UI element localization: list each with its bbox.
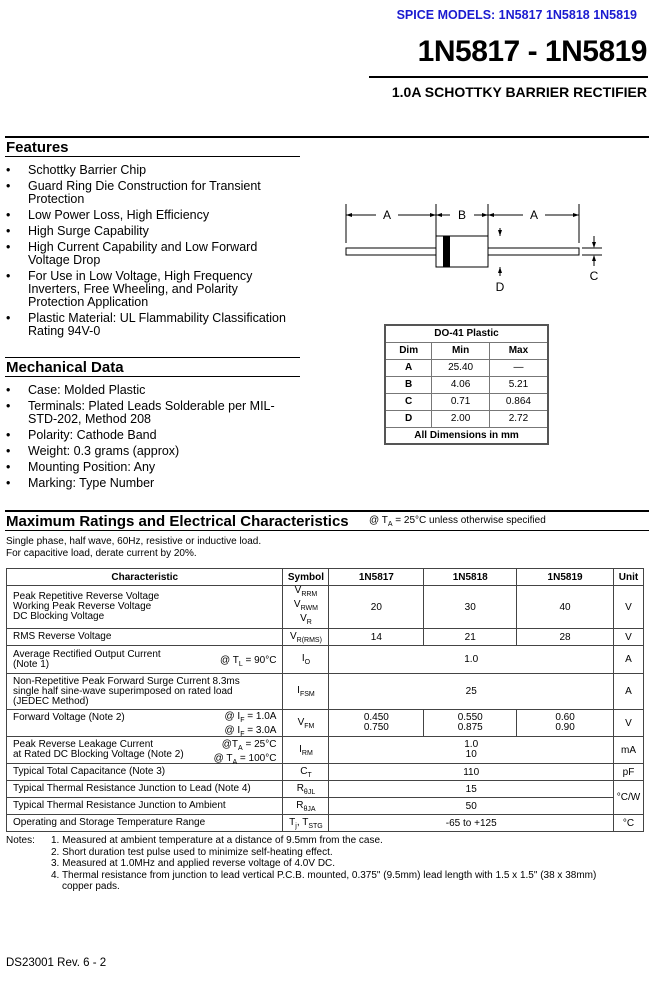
cond-text: = 25°C <box>242 739 277 750</box>
symbol-sub: θJA <box>303 805 316 813</box>
table-row <box>7 737 644 764</box>
cond-text: @ T <box>213 753 233 764</box>
dimension-table-title: DO-41 Plastic <box>385 325 548 342</box>
dim-cell: 0.864 <box>489 393 548 410</box>
char-line: Working Peak Reverse Voltage <box>13 601 152 612</box>
value: 10 <box>465 749 477 760</box>
symbol-cell <box>283 710 329 737</box>
symbol-cell <box>283 586 329 629</box>
mechanical-heading: Mechanical Data <box>6 359 124 376</box>
symbol-sub: FSM <box>299 691 315 698</box>
symbol: V <box>294 585 302 596</box>
cond-text: @T <box>221 739 239 750</box>
char-line: single half sine-wave superimposed on rated load <box>13 685 233 697</box>
spice-models-link[interactable]: SPICE MODELS: 1N5817 1N5818 1N5819 <box>396 8 637 22</box>
cond-text: = 3.0A <box>244 725 277 736</box>
notes-label: Notes: <box>6 835 35 846</box>
symbol-cell <box>283 737 329 764</box>
symbol-sub: RM <box>301 749 313 757</box>
unit-cell: °C <box>613 815 643 832</box>
dim-cell: D <box>385 410 432 427</box>
ratings-intro-line: For capacitive load, derate current by 20%. <box>6 548 197 559</box>
dim-cell: 0.71 <box>432 393 490 410</box>
symbol-cell <box>283 815 329 832</box>
table-row <box>7 586 644 629</box>
symbol-sub: T <box>307 771 312 779</box>
feature-item: • Low Power Loss, High Efficiency <box>6 209 291 222</box>
feature-item: • Schottky Barrier Chip <box>6 164 291 177</box>
characteristic-cell <box>7 674 283 710</box>
unit-cell: mA <box>613 737 643 764</box>
ratings-intro-line: Single phase, half wave, 60Hz, resistive or inductive load. <box>6 536 262 547</box>
cond-sub: F <box>240 717 245 724</box>
table-row <box>7 764 644 781</box>
characteristic-cell <box>7 646 283 674</box>
unit-cell: pF <box>613 764 643 781</box>
characteristic-cell: Typical Thermal Resistance Junction to Lead (Note 4) <box>7 781 283 798</box>
table-row <box>7 629 644 646</box>
characteristic-cell <box>7 710 283 737</box>
symbol: I <box>297 685 300 696</box>
features-top-rule <box>5 136 649 138</box>
characteristic-cell: Operating and Storage Temperature Range <box>7 815 283 832</box>
symbol: I <box>299 743 302 755</box>
ratings-table <box>6 568 644 832</box>
value-cell: 20 <box>329 586 424 629</box>
ratings-condition <box>369 515 546 528</box>
symbol-sub: R(RMS) <box>296 636 322 644</box>
dim-cell: 25.40 <box>432 359 490 376</box>
features-underline <box>5 156 300 157</box>
symbol-cell <box>283 798 329 815</box>
symbol-sub: j <box>295 822 297 830</box>
symbol: V <box>293 599 301 610</box>
dimension-table <box>384 324 549 445</box>
symbol-sub: θJL <box>303 788 316 796</box>
value-cell <box>517 710 614 737</box>
cond-sub: F <box>240 731 245 738</box>
feature-item: • High Current Capability and Low Forward Voltage Drop <box>6 241 291 267</box>
symbol-sub: RWM <box>300 605 318 612</box>
dim-header: Dim <box>385 342 432 359</box>
ratings-header: 1N5819 <box>517 569 614 586</box>
symbol-cell <box>283 646 329 674</box>
condition-rest: = 25°C unless otherwise specified <box>392 515 546 526</box>
mechanical-item: • Terminals: Plated Leads Solderable per MIL-STD-202, Method 208 <box>6 400 291 426</box>
table-row <box>7 798 644 815</box>
cond-text: = 90°C <box>242 655 277 666</box>
char-line: Peak Reverse Leakage Current <box>13 739 154 750</box>
note-item: copper pads. <box>62 881 120 892</box>
symbol-sub: R <box>306 619 312 626</box>
symbol: V <box>289 630 297 642</box>
unit-cell: A <box>613 674 643 710</box>
value: 0.750 <box>363 722 389 733</box>
symbol: I <box>301 653 305 664</box>
value-cell: 14 <box>329 629 424 646</box>
ratings-heading: Maximum Ratings and Electrical Characteristics <box>6 513 349 530</box>
char-line: Peak Repetitive Reverse Voltage <box>13 591 160 602</box>
cond-text: = 100°C <box>237 753 277 764</box>
note-item: 3. Measured at 1.0MHz and applied reverse voltage of 4.0V DC. <box>51 858 336 869</box>
note-item: 1. Measured at ambient temperature at a distance of 9.5mm from the case. <box>51 835 383 846</box>
unit-cell: V <box>613 586 643 629</box>
value-cell: -65 to +125 <box>329 815 614 832</box>
symbol-cell <box>283 674 329 710</box>
symbol: V <box>297 716 305 728</box>
symbol: R <box>296 782 304 794</box>
feature-item: • Plastic Material: UL Flammability Classification Rating 94V-0 <box>6 312 291 338</box>
cond-text: @ I <box>224 725 241 736</box>
symbol: R <box>296 799 304 811</box>
symbol-sub: FM <box>304 722 315 730</box>
ratings-header: 1N5818 <box>424 569 517 586</box>
condition-sub: A <box>387 521 393 528</box>
cond-sub: L <box>238 661 243 668</box>
dim-label-d: D <box>495 280 505 294</box>
dim-label-a2: A <box>529 208 539 222</box>
dimension-table-footer: All Dimensions in mm <box>385 427 548 444</box>
mechanical-item: • Case: Molded Plastic <box>6 384 291 397</box>
dim-cell: 2.72 <box>489 410 548 427</box>
cond-sub: A <box>238 745 243 752</box>
product-subtitle: 1.0A SCHOTTKY BARRIER RECTIFIER <box>391 84 647 100</box>
feature-item: • Guard Ring Die Construction for Transient Protection <box>6 180 291 206</box>
dim-header: Min <box>432 342 490 359</box>
char-line: Forward Voltage (Note 2) <box>13 712 125 723</box>
ratings-underline <box>5 530 649 531</box>
symbol-sub: O <box>304 659 311 666</box>
table-row <box>7 646 644 674</box>
unit-cell: °C/W <box>613 781 643 815</box>
value: 1.0 <box>464 739 479 750</box>
dim-cell: 2.00 <box>432 410 490 427</box>
characteristic-cell: Typical Total Capacitance (Note 3) <box>7 764 283 781</box>
unit-cell: A <box>613 646 643 674</box>
mechanical-item: • Polarity: Cathode Band <box>6 429 291 442</box>
condition <box>220 656 277 670</box>
cond-text: @ I <box>224 711 241 722</box>
table-row <box>7 674 644 710</box>
note-item: 2. Short duration test pulse used to minimize self-heating effect. <box>51 846 333 858</box>
symbol-sub: RRM <box>301 591 318 598</box>
symbol-cell <box>283 764 329 781</box>
dim-cell: B <box>385 376 432 393</box>
value-cell: 110 <box>329 764 614 781</box>
notes-list <box>51 835 651 893</box>
dim-cell: A <box>385 359 432 376</box>
value: 0.550 <box>457 712 483 723</box>
char-line: Average Rectified Output Current <box>13 648 161 660</box>
value-cell <box>329 737 614 764</box>
dim-cell: 4.06 <box>432 376 490 393</box>
value-cell: 1.0 <box>329 646 614 674</box>
symbol-cell <box>283 629 329 646</box>
char-line: (Note 1) <box>13 658 50 670</box>
value: 0.90 <box>555 722 575 733</box>
char-line: Non-Repetitive Peak Forward Surge Current 8.3ms <box>13 675 240 687</box>
value-cell: 21 <box>424 629 517 646</box>
dim-header: Max <box>489 342 548 359</box>
value-cell: 28 <box>517 629 614 646</box>
cond-sub: A <box>232 759 238 766</box>
value-cell <box>424 710 517 737</box>
symbol-sub: STG <box>308 822 323 830</box>
value-cell: 15 <box>329 781 614 798</box>
unit-cell: V <box>613 710 643 737</box>
characteristic-cell: RMS Reverse Voltage <box>7 629 283 646</box>
condition-prefix: @ T <box>369 515 388 526</box>
dim-cell: — <box>489 359 548 376</box>
value-cell: 40 <box>517 586 614 629</box>
dim-label-b: B <box>457 208 467 222</box>
feature-item: • High Surge Capability <box>6 225 291 238</box>
value-cell: 50 <box>329 798 614 815</box>
table-row <box>7 781 644 798</box>
ratings-header: Characteristic <box>7 569 283 586</box>
table-row <box>7 815 644 832</box>
ratings-top-rule <box>5 510 649 512</box>
mechanical-underline <box>5 376 300 377</box>
ratings-header: Symbol <box>283 569 329 586</box>
mechanical-list <box>6 384 291 493</box>
symbol: V <box>300 613 307 624</box>
ratings-header: Unit <box>613 569 643 586</box>
symbol: C <box>300 765 308 777</box>
note-item: 4. Thermal resistance from junction to lead vertical P.C.B. mounted, 0.375" (9.5mm) lead length with 1.5 x 1.5" (38 x 38mm) <box>51 869 597 881</box>
value-cell <box>329 710 424 737</box>
char-line: DC Blocking Voltage <box>13 611 105 622</box>
ratings-intro <box>6 536 261 560</box>
symbol: T <box>289 816 296 828</box>
cond-text: @ T <box>219 655 239 666</box>
characteristic-cell <box>7 586 283 629</box>
value-cell: 30 <box>424 586 517 629</box>
dim-label-a: A <box>382 208 392 222</box>
unit-cell: V <box>613 629 643 646</box>
mechanical-item: • Weight: 0.3 grams (approx) <box>6 445 291 458</box>
characteristic-cell <box>7 737 283 764</box>
title-rule <box>369 76 648 78</box>
value: 0.60 <box>555 712 575 723</box>
cond-text: = 1.0A <box>244 711 277 722</box>
table-row <box>7 710 644 737</box>
char-line: (JEDEC Method) <box>13 695 89 707</box>
value: 0.450 <box>363 712 389 723</box>
mechanical-top-rule <box>5 357 300 358</box>
condition <box>214 740 277 768</box>
symbol: , T <box>296 816 309 828</box>
feature-item: • For Use in Low Voltage, High Frequency Inverters, Free Wheeling, and Polarity Protection Application <box>6 270 291 309</box>
dim-cell: 5.21 <box>489 376 548 393</box>
part-number-title: 1N5817 - 1N5819 <box>417 35 647 68</box>
characteristic-cell: Typical Thermal Resistance Junction to Ambient <box>7 798 283 815</box>
document-revision: DS23001 Rev. 6 - 2 <box>6 957 107 969</box>
char-line: at Rated DC Blocking Voltage (Note 2) <box>13 749 184 760</box>
features-heading: Features <box>6 139 69 156</box>
features-list <box>6 164 291 341</box>
value: 0.875 <box>457 722 483 733</box>
ratings-header: 1N5817 <box>329 569 424 586</box>
dim-label-c: C <box>589 269 599 283</box>
dim-cell: C <box>385 393 432 410</box>
mechanical-item: • Mounting Position: Any <box>6 461 291 474</box>
mechanical-item: • Marking: Type Number <box>6 477 291 490</box>
value-cell: 25 <box>329 674 614 710</box>
do41-package-diagram <box>340 198 610 298</box>
symbol-cell <box>283 781 329 798</box>
